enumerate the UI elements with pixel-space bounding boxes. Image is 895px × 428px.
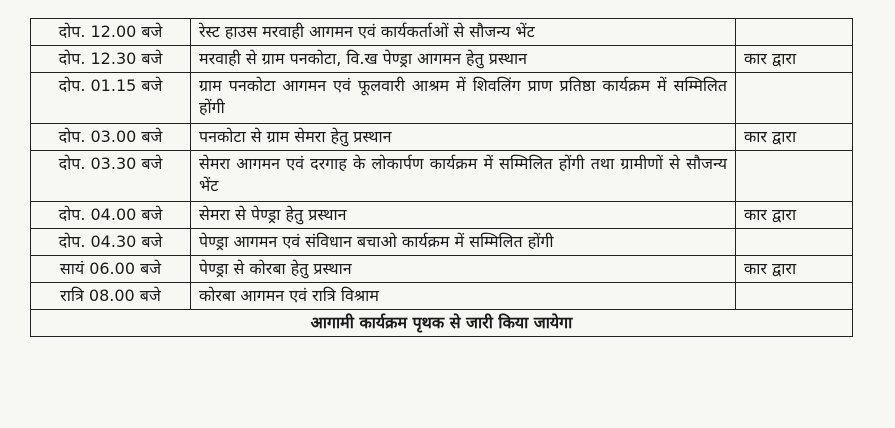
- table-row: [31, 256, 853, 283]
- time-cell: रात्रि 08.00 बजे: [31, 283, 191, 310]
- activity-cell: पेण्ड्रा आगमन एवं संविधान बचाओ कार्यक्रम में सम्मिलित होंगी: [191, 229, 736, 256]
- activity-cell: सेमरा से पेण्ड्रा हेतु प्रस्थान: [191, 202, 736, 229]
- table-row: [31, 124, 853, 151]
- travel-mode-cell: [736, 19, 853, 46]
- footer-row: [31, 310, 853, 337]
- travel-mode-cell: [736, 73, 853, 124]
- table-row: [31, 19, 853, 46]
- activity-cell: सेमरा आगमन एवं दरगाह के लोकार्पण कार्यक्रम में सम्मिलित होंगी तथा ग्रामीणों से सौजन्य भेंट: [191, 151, 736, 202]
- travel-mode-cell: [736, 283, 853, 310]
- table-row: [31, 73, 853, 124]
- travel-mode-cell: कार द्वारा: [736, 124, 853, 151]
- activity-cell: रेस्ट हाउस मरवाही आगमन एवं कार्यकर्ताओं से सौजन्य भेंट: [191, 19, 736, 46]
- table-row: [31, 283, 853, 310]
- time-cell: दोप. 03.00 बजे: [31, 124, 191, 151]
- time-cell: दोप. 01.15 बजे: [31, 73, 191, 124]
- footer-note: आगामी कार्यक्रम पृथक से जारी किया जायेगा: [31, 310, 853, 337]
- schedule-table: [30, 18, 853, 337]
- table-row: [31, 202, 853, 229]
- time-cell: सायं 06.00 बजे: [31, 256, 191, 283]
- travel-mode-cell: [736, 151, 853, 202]
- time-cell: दोप. 03.30 बजे: [31, 151, 191, 202]
- activity-cell: पनकोटा से ग्राम सेमरा हेतु प्रस्थान: [191, 124, 736, 151]
- activity-cell: पेण्ड्रा से कोरबा हेतु प्रस्थान: [191, 256, 736, 283]
- table-row: [31, 229, 853, 256]
- time-cell: दोप. 04.00 बजे: [31, 202, 191, 229]
- travel-mode-cell: [736, 229, 853, 256]
- travel-mode-cell: कार द्वारा: [736, 256, 853, 283]
- time-cell: दोप. 12.00 बजे: [31, 19, 191, 46]
- table-row: [31, 151, 853, 202]
- time-cell: दोप. 04.30 बजे: [31, 229, 191, 256]
- travel-mode-cell: कार द्वारा: [736, 202, 853, 229]
- activity-cell: ग्राम पनकोटा आगमन एवं फूलवारी आश्रम में शिवलिंग प्राण प्रतिष्ठा कार्यक्रम में सम्मिलित होंगी: [191, 73, 736, 124]
- table-row: [31, 46, 853, 73]
- activity-cell: कोरबा आगमन एवं रात्रि विश्राम: [191, 283, 736, 310]
- activity-cell: मरवाही से ग्राम पनकोटा, वि.ख पेण्ड्रा आगमन हेतु प्रस्थान: [191, 46, 736, 73]
- travel-mode-cell: कार द्वारा: [736, 46, 853, 73]
- time-cell: दोप. 12.30 बजे: [31, 46, 191, 73]
